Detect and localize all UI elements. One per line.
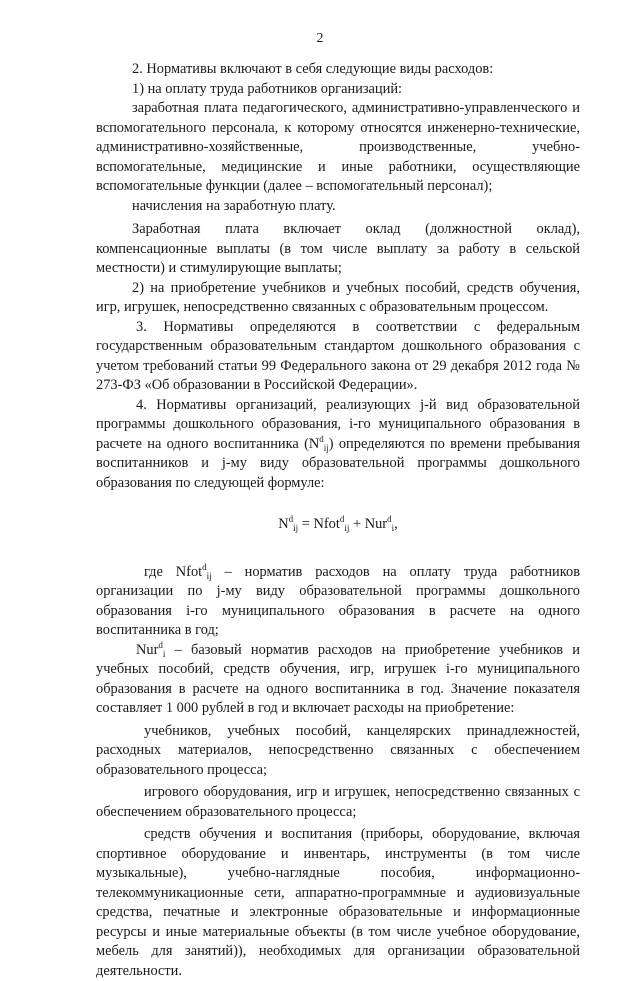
- symbol-sub-ij: ij: [323, 442, 329, 453]
- symbol-sub-ij: ij: [293, 523, 299, 533]
- paragraph-teaching-aids: средств обучения и воспитания (приборы, оборудование, включая спортивное оборудование и инвентарь, инструменты (в том числе музыкальные), учебно-наглядные пособия, информационно-телекоммуникационные сети, аппаратно-программные и аудиовизуальные средства, печатные и электронные образовательные и информационные ресурсы и иные материальные объекты (в том числе учебное оборудование, мебель для занятий)), необходимых для организации образовательной деятельности.: [96, 826, 580, 979]
- symbol-sub-ij: ij: [206, 570, 212, 581]
- symbol-nur: Nur: [364, 516, 388, 532]
- paragraph-normatives-formula-intro: [96, 396, 580, 494]
- symbol-nur: Nur: [136, 641, 159, 658]
- paragraph-nur-definition: [96, 641, 580, 719]
- symbol-sup-d: d: [319, 433, 324, 444]
- symbol-sub-i: i: [391, 523, 395, 533]
- symbol-n: N: [278, 516, 289, 532]
- symbol-sup-d: d: [339, 514, 345, 524]
- text-fragment: – базовый норматив расходов на приобретение учебников и учебных пособий, средств обучения, игр, игрушек i-го муниципального образования в расчете на одного воспитанника в год. Значение показателя составляет 1 000 рублей в год и включает расходы на приобретение:: [96, 641, 580, 716]
- text-fragment: где: [144, 563, 176, 580]
- document-body: [96, 60, 580, 981]
- symbol-comma: ,: [394, 516, 398, 532]
- paragraph-textbooks: 2) на приобретение учебников и учебных пособий, средств обучения, игр, игрушек, непосредственно связанных с образовательным процессом.: [96, 279, 580, 315]
- text-fragment: 4. Нормативы организаций, реализующих j-й вид образовательной программы дошкольного образования, i-го муниципального образования в расчете на одного воспитанника (: [96, 396, 580, 452]
- page-number: 2: [316, 31, 324, 46]
- symbol-plus: +: [349, 516, 365, 532]
- formula: [96, 515, 580, 535]
- symbol-sub-ij: ij: [344, 523, 350, 533]
- symbol-sup-d: d: [288, 514, 294, 524]
- symbol-n: N: [308, 435, 320, 452]
- paragraph-expense-types: 2. Нормативы включают в себя следующие виды расходов:: [132, 61, 494, 77]
- symbol-equals: =: [298, 516, 314, 532]
- text-fragment: ) определяются по времени пребывания воспитанников и j-му виду образовательной программы дошкольного образования по следующей формуле:: [96, 435, 580, 491]
- symbol-sup-d: d: [158, 639, 163, 650]
- paragraph-salary-composition: Заработная плата включает оклад (должностной оклад), компенсационные выплаты (в том числе выплату за работу в сельской местности) и стимулирующие выплаты;: [96, 221, 580, 276]
- text-fragment: – норматив расходов на оплату труда работников организации по j-му виду образовательной программы дошкольного образования i-го муниципального образования в расчете на одного воспитанника в год;: [96, 563, 581, 638]
- paragraph-standards: 3. Нормативы определяются в соответствии с федеральным государственным образовательным стандартом дошкольного образования с учетом требований статьи 99 Федерального закона от 29 декабря 2012 года № 273-ФЗ «Об образовании в Российской Федерации».: [96, 318, 580, 393]
- paragraph-game-equipment: игрового оборудования, игр и игрушек, непосредственно связанных с обеспечением образовательного процесса;: [96, 784, 580, 820]
- paragraph-payroll-accruals: начисления на заработную плату.: [132, 197, 336, 214]
- symbol-nfot: Nfot: [175, 563, 203, 580]
- symbol-sup-d: d: [387, 514, 392, 524]
- symbol-sub-i: i: [162, 648, 166, 659]
- paragraph-salary-staff: заработная плата педагогического, административно-управленческого и вспомогательного персонала, к которому относятся инженерно-технические, административно-хозяйственные, производственные, учебно-вспомогательные, медицинские и иные работники, осуществляющие вспомогательные функции (далее – вспомогательный персонал);: [96, 100, 580, 194]
- paragraph-textbooks-list: учебников, учебных пособий, канцелярских принадлежностей, расходных материалов, непосредственно связанных с обеспечением образовательного процесса;: [96, 722, 580, 778]
- paragraph-labor-costs: 1) на оплату труда работников организаций:: [132, 80, 403, 97]
- paragraph-nfot-definition: [96, 563, 580, 641]
- symbol-sup-d: d: [202, 561, 207, 572]
- symbol-nfot: Nfot: [313, 516, 340, 532]
